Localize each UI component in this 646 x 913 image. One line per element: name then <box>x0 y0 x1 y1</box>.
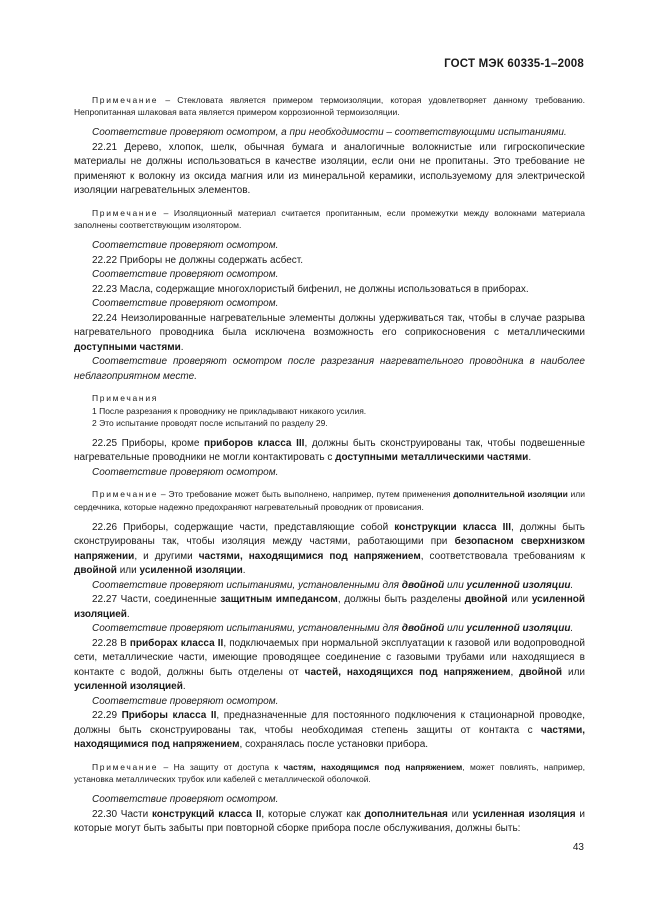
note-item: 2 Это испытание проводят после испытаний по разделу 29. <box>92 417 328 428</box>
note-22-20: Примечание – Стекловата является примером термоизоляции, которая удовлетворяет данному требованию. Непропитанная шлаковая вата является примером коррозионной термоизоляции. <box>74 95 585 118</box>
clause-22-23: 22.23 Масла, содержащие многохлористый бифенил, не должны использоваться в приборах. <box>92 283 529 295</box>
note-22-21: Примечание – Изоляционный материал считается пропитанным, если промежутки между волокнами материала заполнены соответствующим изолятором. <box>74 207 585 231</box>
page-content <box>74 94 585 837</box>
clause-22-21: 22.21 Дерево, хлопок, шелк, обычная бумага и аналогичные волокнистые или гигроскопические материалы не должны использоваться в качестве изоляции, если они не пропитаны. Это требование не применяют к волокну из оксида магния или из минеральной керамики, используемому для электрической изоляции нагревательных элементов. <box>74 141 585 197</box>
clause-22-30: 22.30 Части конструкций класса II, которые служат как дополнительная или усиленная изоляция и которые могут быть забыты при повторной сборке прибора после обслуживания, должны быть: <box>74 808 585 835</box>
compliance-text: Соответствие проверяют осмотром, а при необходимости – соответствующими испытаниями. <box>92 127 567 139</box>
clause-22-22: 22.22 Приборы не должны содержать асбест. <box>92 254 304 266</box>
standard-code-header: ГОСТ МЭК 60335-1–2008 <box>444 58 584 70</box>
clause-22-26: 22.26 Приборы, содержащие части, представляющие собой конструкции класса III, должны быть сконструированы так, чтобы изоляция между частями, работающими при безопасном сверхнизком напряжении, и другими частями, находящимися под напряжением, соответствовала требованиям к двойной или усиленной изоляции. <box>74 521 585 577</box>
clause-22-29: 22.29 Приборы класса II, предназначенные для постоянного подключения к стационарной проводке, должны быть сконструированы так, чтобы необходимая степень защиты от контакта с частями, находящимися под напряжением, сохранялась после установки прибора. <box>74 710 585 751</box>
page-number: 43 <box>572 842 584 853</box>
note-22-25: Примечание – Это требование может быть выполнено, например, путем применения дополнительной изоляции или сердечника, которые надежно предохраняют нагревательный проводник от провисания. <box>74 489 585 512</box>
compliance-text: Соответствие проверяют испытаниями, установленными для двойной или усиленной изоляции. <box>92 623 574 635</box>
compliance-text: Соответствие проверяют осмотром после разрезания нагревательного проводника в наиболее неблагоприятном месте. <box>74 356 585 382</box>
compliance-text: Соответствие проверяют испытаниями, установленными для двойной или усиленной изоляции. <box>92 579 574 591</box>
clause-22-25: 22.25 Приборы, кроме приборов класса III, должны быть сконструированы так, чтобы подвешенные нагревательные проводники не могли контактировать с доступными металлическими частями. <box>74 437 585 464</box>
compliance-text: Соответствие проверяют осмотром. <box>92 695 279 707</box>
compliance-text: Соответствие проверяют осмотром. <box>92 269 279 281</box>
compliance-text: Соответствие проверяют осмотром. <box>92 298 279 310</box>
clause-22-28: 22.28 В приборах класса II, подключаемых при нормальной эксплуатации к газовой или водопроводной сети, металлические части, имеющие проводящее соединение с газовыми трубами или находящиеся в контакте с водой, должны быть отделены от частей, находящихся под напряжением, двойной или усиленной изоляцией. <box>74 637 586 693</box>
clause-22-24: 22.24 Неизолированные нагревательные элементы должны удерживаться так, чтобы в случае разрыва нагревательного проводника была исключена возможность его соприкосновения с металлическими доступными частями. <box>74 312 585 353</box>
compliance-text: Соответствие проверяют осмотром. <box>92 794 279 806</box>
compliance-text: Соответствие проверяют осмотром. <box>92 466 279 478</box>
note-item: 1 После разрезания к проводнику не прикладывают никакого усилия. <box>92 405 367 416</box>
clause-22-27: 22.27 Части, соединенные защитным импедансом, должны быть разделены двойной или усиленной изоляцией. <box>74 594 585 620</box>
notes-heading: Примечания <box>92 393 159 404</box>
compliance-text: Соответствие проверяют осмотром. <box>92 240 279 252</box>
note-22-29: Примечание – На защиту от доступа к частям, находящимся под напряжением, может повлиять, например, установка металлических трубок или кабелей с металлической оболочкой. <box>74 761 586 785</box>
